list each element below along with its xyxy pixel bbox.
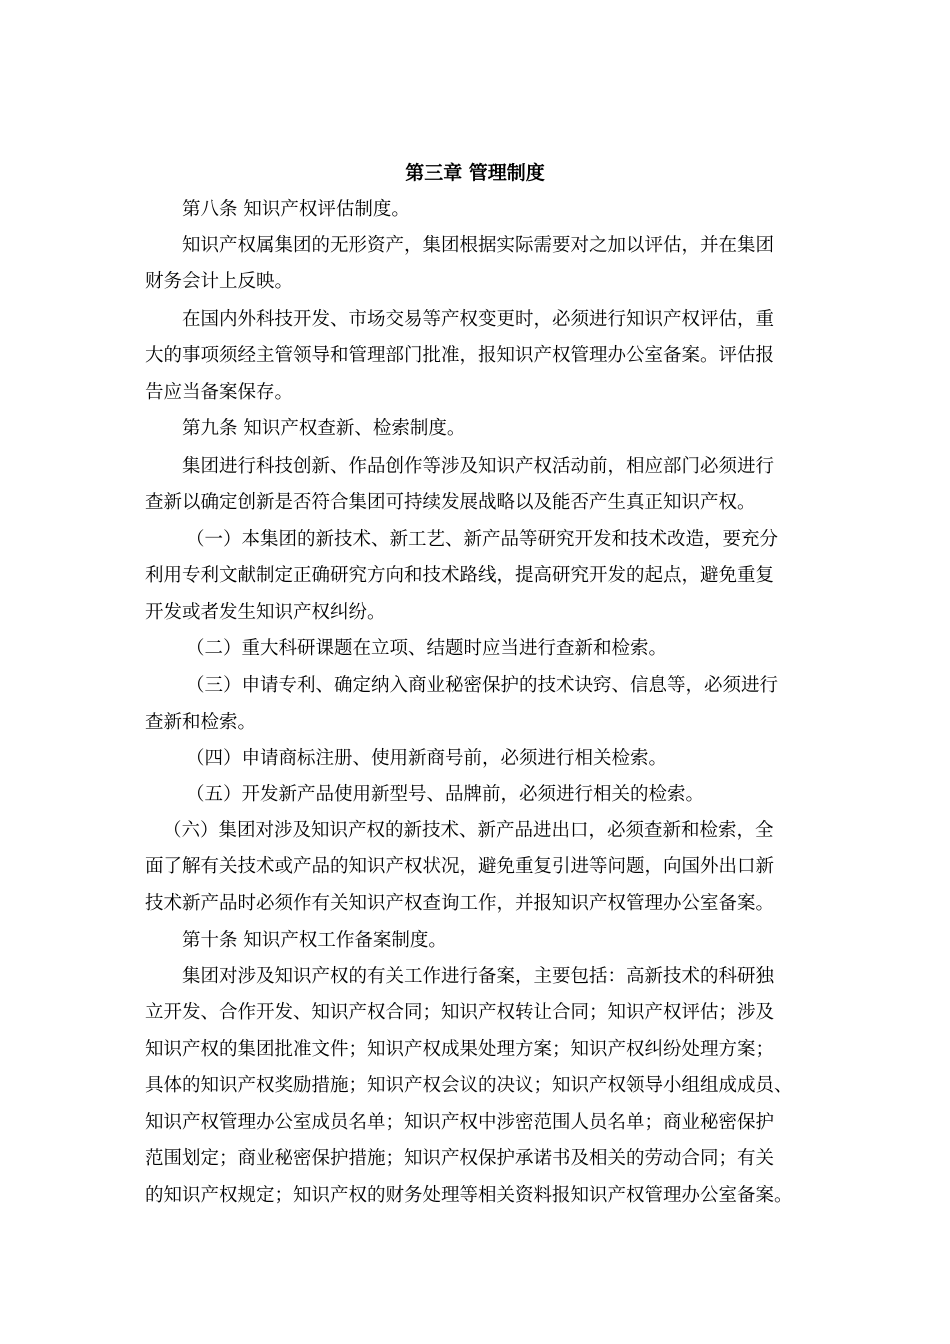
- article-9-item2-line1: （二）重大科研课题在立项、结题时应当进行查新和检索。: [186, 638, 668, 659]
- article-10-para1-line7: 的知识产权规定；知识产权的财务处理等相关资料报知识产权管理办公室备案。: [145, 1185, 793, 1206]
- article-10-heading: 第十条 知识产权工作备案制度。: [182, 930, 447, 951]
- article-10-para1-line4: 具体的知识产权奖励措施；知识产权会议的决议；知识产权领导小组组成成员、: [145, 1075, 793, 1096]
- article-8-heading: 第八条 知识产权评估制度。: [182, 199, 410, 220]
- chapter-title: 第三章 管理制度: [405, 162, 545, 184]
- article-10-para1-line6: 范围划定；商业秘密保护措施；知识产权保护承诺书及相关的劳动合同；有关: [145, 1148, 775, 1169]
- article-9-para1-line1: 集团进行科技创新、作品创作等涉及知识产权活动前，相应部门必须进行: [182, 456, 775, 477]
- article-9-item1-line1: （一）本集团的新技术、新工艺、新产品等研究开发和技术改造，要充分: [186, 529, 779, 550]
- article-9-para1-line2: 查新以确定创新是否符合集团可持续发展战略以及能否产生真正知识产权。: [145, 492, 756, 513]
- article-9-item6-line2: 面了解有关技术或产品的知识产权状况，避免重复引进等问题，向国外出口新: [145, 856, 775, 877]
- article-9-heading: 第九条 知识产权查新、检索制度。: [182, 418, 466, 439]
- article-10-para1-line1: 集团对涉及知识产权的有关工作进行备案，主要包括：高新技术的科研独: [182, 966, 775, 987]
- article-8-para2-line1: 在国内外科技开发、市场交易等产权变更时，必须进行知识产权评估，重: [182, 309, 775, 330]
- article-9-item5-line1: （五）开发新产品使用新型号、品牌前，必须进行相关的检索。: [186, 784, 705, 805]
- article-9-item6-line1: （六）集团对涉及知识产权的新技术、新产品进出口，必须查新和检索，全: [163, 820, 774, 841]
- article-8-para2-line3: 告应当备案保存。: [145, 382, 294, 403]
- article-9-item3-line1: （三）申请专利、确定纳入商业秘密保护的技术诀窍、信息等，必须进行: [186, 675, 779, 696]
- article-10-para1-line3: 知识产权的集团批准文件；知识产权成果处理方案；知识产权纠纷处理方案；: [145, 1039, 775, 1060]
- article-8-para1-line1: 知识产权属集团的无形资产，集团根据实际需要对之加以评估，并在集团: [182, 235, 775, 256]
- article-9-item4-line1: （四）申请商标注册、使用新商号前，必须进行相关检索。: [186, 748, 668, 769]
- article-9-item6-line3: 技术新产品时必须作有关知识产权查询工作，并报知识产权管理办公室备案。: [145, 893, 775, 914]
- article-8-para2-line2: 大的事项须经主管领导和管理部门批准，报知识产权管理办公室备案。评估报: [145, 345, 775, 366]
- article-9-item1-line2: 利用专利文献制定正确研究方向和技术路线，提高研究开发的起点，避免重复: [145, 565, 775, 586]
- article-10-para1-line2: 立开发、合作开发、知识产权合同；知识产权转让合同；知识产权评估；涉及: [145, 1002, 775, 1023]
- article-10-para1-line5: 知识产权管理办公室成员名单；知识产权中涉密范围人员名单；商业秘密保护: [145, 1112, 775, 1133]
- article-9-item1-line3: 开发或者发生知识产权纠纷。: [145, 602, 386, 623]
- article-8-para1-line2: 财务会计上反映。: [145, 271, 294, 292]
- article-9-item3-line2: 查新和检索。: [145, 712, 257, 733]
